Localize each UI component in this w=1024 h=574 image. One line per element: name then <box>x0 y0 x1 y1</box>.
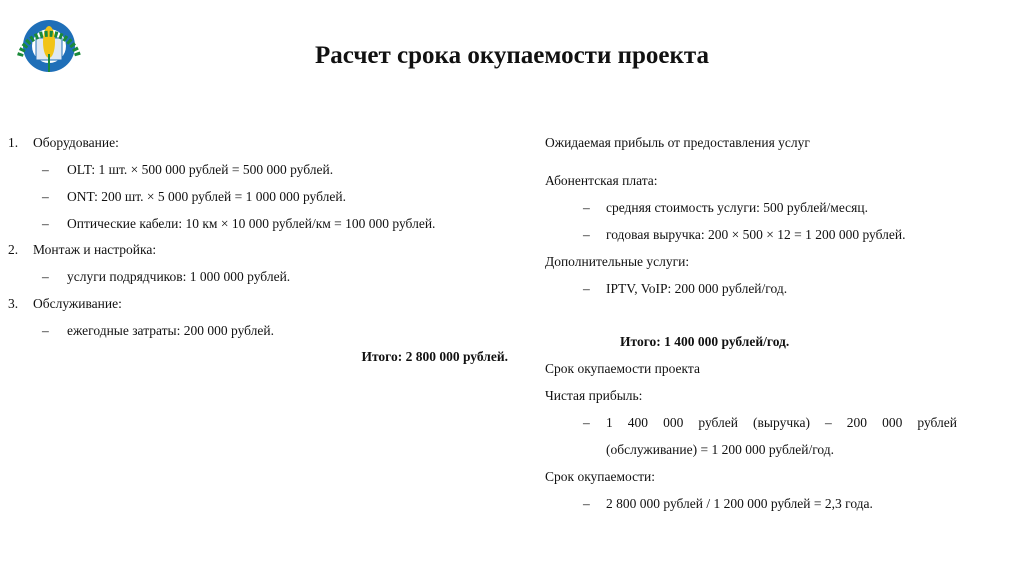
dash: – <box>583 227 590 242</box>
list-number: 2. <box>8 242 19 257</box>
list-subitem: ONT: 200 шт. × 5 000 рублей = 1 000 000 рублей. <box>67 189 346 204</box>
list-subitem: годовая выручка: 200 × 500 × 12 = 1 200 000 рублей. <box>606 227 906 242</box>
list-subitem: (обслуживание) = 1 200 000 рублей/год. <box>606 442 835 457</box>
dash: – <box>42 269 49 284</box>
list-subitem: 2 800 000 рублей / 1 200 000 рублей = 2,3 года. <box>606 496 873 511</box>
subscription-label: Абонентская плата: <box>545 173 658 188</box>
dash: – <box>42 216 49 231</box>
list-number: 1. <box>8 135 19 150</box>
list-subitem: 1 400 000 рублей (выручка) – 200 000 рублей <box>606 415 957 430</box>
list-subitem: Оптические кабели: 10 км × 10 000 рублей/км = 100 000 рублей. <box>67 216 436 231</box>
income-total: Итого: 1 400 000 рублей/год. <box>620 334 790 349</box>
list-subitem: услуги подрядчиков: 1 000 000 рублей. <box>67 269 291 284</box>
list-subitem: OLT: 1 шт. × 500 000 рублей = 500 000 рублей. <box>67 162 334 177</box>
extra-services-label: Дополнительные услуги: <box>545 254 690 269</box>
dash: – <box>42 323 49 338</box>
list-subitem: средняя стоимость услуги: 500 рублей/месяц. <box>606 200 868 215</box>
list-subitem: ежегодные затраты: 200 000 рублей. <box>67 323 275 338</box>
payback-heading: Срок окупаемости проекта <box>545 361 700 376</box>
dash: – <box>583 200 590 215</box>
payback-period-label: Срок окупаемости: <box>545 469 656 484</box>
dash: – <box>583 281 590 296</box>
dash: – <box>42 189 49 204</box>
dash: – <box>583 496 590 511</box>
list-item-label: Обслуживание: <box>33 296 122 311</box>
slide-title: Расчет срока окупаемости проекта <box>314 42 710 69</box>
net-profit-label: Чистая прибыль: <box>545 388 643 403</box>
dash: – <box>583 415 590 430</box>
costs-total: Итого: 2 800 000 рублей. <box>361 349 508 364</box>
list-item-label: Оборудование: <box>33 135 119 150</box>
list-subitem: IPTV, VoIP: 200 000 рублей/год. <box>606 281 788 296</box>
list-number: 3. <box>8 296 19 311</box>
list-item-label: Монтаж и настройка: <box>33 242 157 257</box>
income-heading: Ожидаемая прибыль от предоставления услуг <box>545 135 810 150</box>
dash: – <box>42 162 49 177</box>
